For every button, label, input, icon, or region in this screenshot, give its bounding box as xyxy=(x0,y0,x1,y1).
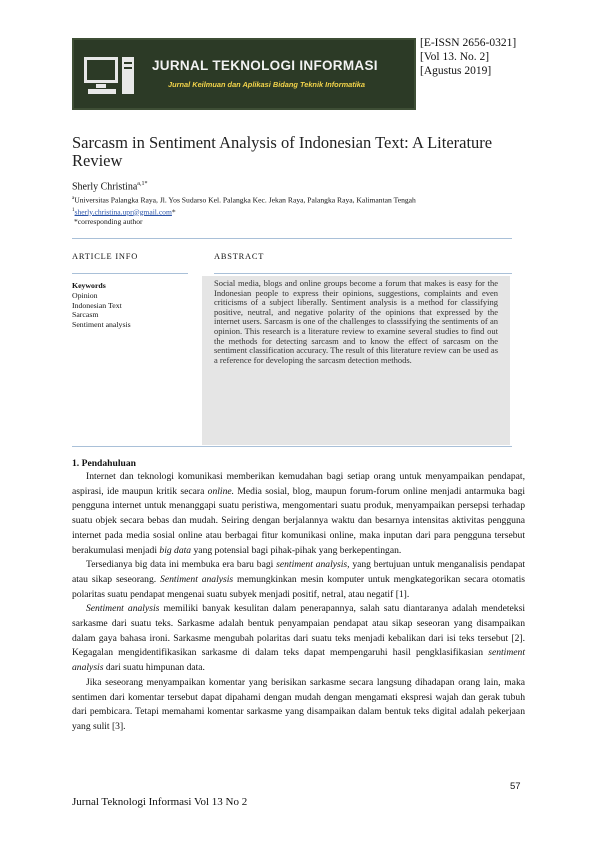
paragraph-1: Internet dan teknologi komunikasi memberikan kemudahan bagi setiap orang untuk menyampaikan pendapat, aspirasi, ide maupun kritik secara online. Media sosial, blog, maupun forum-forum online menjadi antarmuka bagi pengguna internet untuk menanggapi suatu peristiwa, mengomentari suatu produk, menyampaikan persepsi terhadap suatu objek secara bebas dan mudah. Seiring dengan berjalannya waktu dan besarnya intensitas aktivitas pengguna internet pada media sosial online atau berbagai fitur komunikasi online, maka inputan dari para pengguna tersebut berakumulasi menjadi big data yang potensial bagi pihak-pihak yang berkepentingan. xyxy=(72,471,526,556)
author-line xyxy=(72,181,147,192)
author-sup: a,1* xyxy=(137,181,148,187)
email-suffix: * xyxy=(171,207,176,217)
divider-bottom xyxy=(72,446,512,447)
keywords-heading: Keywords xyxy=(72,281,106,290)
issn-label: [E-ISSN 2656-0321] xyxy=(420,37,517,49)
article-info-label: ARTICLE INFO xyxy=(72,252,139,261)
computer-icon xyxy=(82,54,138,98)
paragraph-3: Sentiment analysis memiliki banyak kesulitan dalam penerapannya, salah satu diantaranya adalah mendeteksi sarkasme dari suatu teks. Sarkasme adalah bentuk penyampaian pendapat atau sikap seseoran yang disampaikan dalam gaya bahasa ironi. Sarkasme mengubah polaritas dari suatu teks menjadi kebalikan dari isi teks tersebut [2]. Kegagalan mengidentifikasikan sarkasme di dalam teks dapat mempengaruhi hasil pengklasifikasian sentiment analysis dari suatu himpunan data. xyxy=(72,603,525,674)
footer-journal: Jurnal Teknologi Informasi Vol 13 No 2 xyxy=(72,796,248,808)
abstract-label: ABSTRACT xyxy=(214,252,265,261)
divider-abstract xyxy=(214,273,512,274)
affiliation-block xyxy=(72,194,416,227)
journal-banner xyxy=(72,38,416,110)
author-name: Sherly Christina xyxy=(72,181,138,193)
affiliation: Universitas Palangka Raya, Jl. Yos Sudarso Kel. Palangka Kec. Jekan Raya, Palangka Raya, Kalimantan Tengah xyxy=(74,195,416,205)
keyword-item: Opinion xyxy=(72,290,98,300)
banner-title: JURNAL TEKNOLOGI INFORMASI xyxy=(152,58,378,73)
page-number: 57 xyxy=(510,781,521,792)
affiliation-sup: a xyxy=(72,196,75,201)
abstract-text: Social media, blogs and online groups become a forum that makes is easy for the Indonesian people to express their opinions, suggestions, complaints and even criticisms of a subject liberally. Sentiment analysis is a method for classifying positive, neutral, and negative polarity of the opinions that expressed by the internet users. Sarcasm is one of the challenges to classsifying the sentiments of an opinion. This research is a literature review to examine several studies to find out the methods for detecting sarcasm and to know the effect of sarcasm on the sentiment classification accuracy. The result of this literature review can be used as a reference for developing the sarcasm detection methods. xyxy=(214,278,498,365)
keywords-block xyxy=(72,281,131,330)
date-label: [Agustus 2019] xyxy=(420,65,492,77)
paragraph-2: Tersedianya big data ini membuka era baru bagi sentiment analysis, yang bertujuan untuk menganalisis pendapat atau sikap seseorang. Sentiment analysis memungkinkan mesin komputer untuk mengkategorikan secara otomatis polaritas suatu pendapat mengenai suatu subyek menjadi positif, netral, atau negatif [1]. xyxy=(72,559,525,600)
divider-article-info xyxy=(72,273,188,274)
volume-label: [Vol 13. No. 2] xyxy=(420,51,490,63)
email-sup: 1 xyxy=(72,207,75,213)
email-link[interactable]: sherly.christina.upr@gmail.com xyxy=(74,207,172,217)
body-text xyxy=(72,457,525,735)
keyword-item: Sentiment analysis xyxy=(72,320,131,330)
paper-title: Sarcasm in Sentiment Analysis of Indonesian Text: A Literature Review xyxy=(72,133,493,170)
paragraph-4: Jika seseorang menyampaikan komentar yang berisikan sarkasme secara langsung dihadapan orang lain, maka sentimen dari komentar tersebut dapat dipahami dengan mudah dengan mengamati ekspresi wajah dan gerak tubuh dari pembicara. Tetapi memahami komentar sarkasme yang disampaikan dalam bentuk teks digital adalah pekerjaan yang sulit [3]. xyxy=(72,676,525,732)
keyword-item: Indonesian Text xyxy=(72,300,122,310)
divider-top xyxy=(72,238,512,239)
corresponding-author: *corresponding author xyxy=(74,217,143,227)
keyword-item: Sarcasm xyxy=(72,310,99,320)
issue-info xyxy=(420,36,516,78)
section-heading: 1. Pendahuluan xyxy=(72,458,136,469)
banner-subtitle: Jurnal Keilmuan dan Aplikasi Bidang Teknik Informatika xyxy=(168,80,365,89)
